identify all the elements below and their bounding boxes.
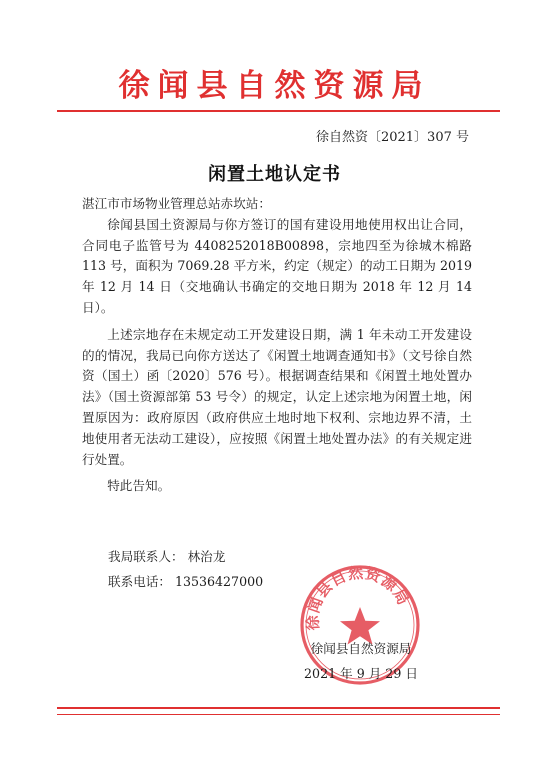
body-paragraph-2: 上述宗地存在未规定动工开发建设日期，满 1 年未动工开发建设的的情况，我局已向你方送达了《闲置土地调查通知书》（文号徐自然资（国土）函〔2020〕576 号）。根据调查结果和《闲置土地处置办法》（国土资源部第 53 号令）的规定，认定上述宗地为闲置土地，闲置原因为：政府原因（政府供应土地时地下权利、宗地边界不清，土地使用者无法动工建设），应按照《闲置土地处置办法》的有关规定进行处置。 xyxy=(82,326,472,467)
contact-phone: 联系电话： 13536427000 xyxy=(108,574,264,589)
signing-organization: 徐闻县自然资源局 xyxy=(310,641,412,656)
seal-text: 徐闻县自然资源局 xyxy=(303,563,413,631)
addressee: 湛江市市场物业管理总站赤坎站： xyxy=(82,196,271,211)
document-title: 闲置土地认定书 xyxy=(208,164,341,185)
contact-person: 我局联系人： 林治龙 xyxy=(108,549,226,564)
document-body xyxy=(82,194,472,497)
footer-red-rule-bottom xyxy=(57,714,500,715)
closing-line: 特此告知。 xyxy=(107,478,171,494)
document-number: 徐自然资〔2021〕307 号 xyxy=(315,130,469,145)
signing-date: 2021 年 9 月 29 日 xyxy=(304,666,418,681)
body-paragraph-1: 徐闻县国土资源局与你方签订的国有建设用地使用权出让合同，合同电子监管号为 4408252018B00898，宗地四至为徐城木棉路 113 号，面积为 7069.28 平方米，约定（规定）的动工日期为 2019 年 12 月 14 日（交地确认书确定的交地日期为 2018 年 12 月 14 日）。 xyxy=(82,216,472,315)
issuing-organization-title: 徐闻县自然资源局 xyxy=(118,68,431,104)
header-red-rule xyxy=(57,110,500,112)
footer-red-rule-top xyxy=(57,707,500,709)
